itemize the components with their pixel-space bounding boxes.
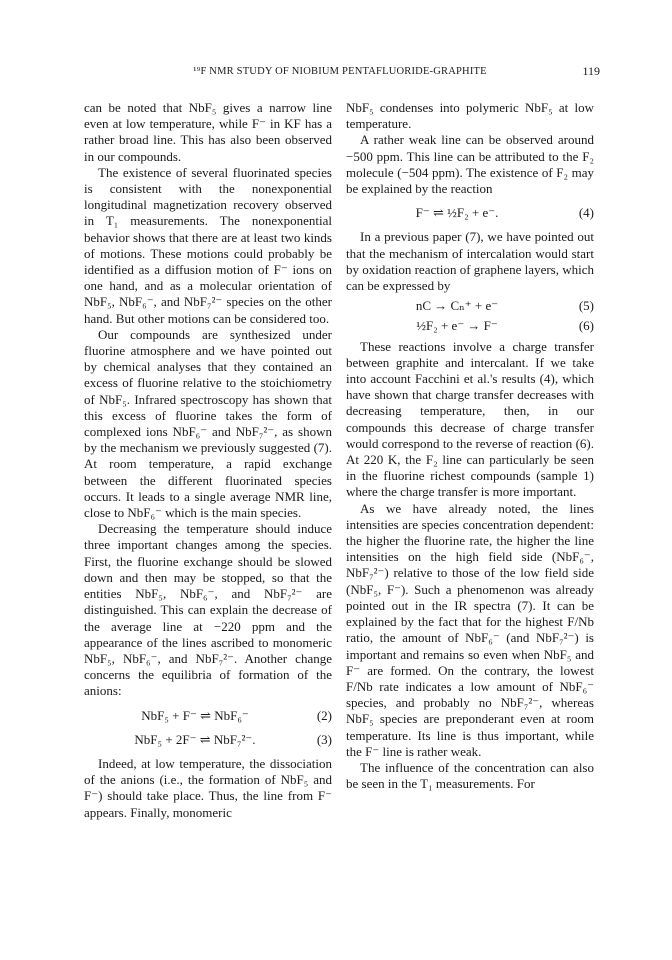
running-title: ¹⁹F NMR STUDY OF NIOBIUM PENTAFLUORIDE-GRAPHITE — [193, 66, 487, 77]
page-number: 119 — [582, 64, 600, 78]
equation-expression: nC → Cₙ⁺ + e⁻ — [415, 298, 499, 314]
paragraph: The existence of several fluorinated species is consistent with the nonexponential longitudinal magnetization recovery observed in T₁ measurements. The nonexponential behavior shows that there are at least two kinds of motions. These motions could probably be identified as a diffusion motion of F⁻ ions on one hand, and as a molecular orientation of NbF₅, NbF₆⁻, and NbF₇²⁻ species on the other hand. But other motions can be considered too. — [84, 164, 332, 326]
equation-5 — [346, 298, 594, 314]
running-header — [80, 64, 600, 82]
equation-number: (5) — [578, 298, 594, 314]
paragraph: Decreasing the temperature should induce three important changes among the species. First, the fluorine exchange should be slowed down and then may be stopped, so that the entities NbF₅, NbF₆⁻, and NbF₇²⁻ are distinguished. This can explain the decrease of the average line at −220 ppm and the appearance of the lines ascribed to monomeric NbF₅, NbF₆⁻, and NbF₇²⁻. Another change concerns the equilibria of formation of the anions: — [84, 521, 332, 699]
right-column — [346, 100, 594, 792]
paragraph: can be noted that NbF₅ gives a narrow line even at low temperature, while F⁻ in KF has a rather broad line. This has also been observed in our compounds. — [84, 100, 332, 164]
paragraph: In a previous paper (7), we have pointed out that the mechanism of intercalation would start by oxidation reaction of graphene layers, which can be expressed by — [346, 229, 594, 294]
paragraph: As we have already noted, the lines intensities are species concentration dependent: the higher the fluorine rate, the higher the line intensities on the high field side (NbF₆⁻, NbF₇²⁻) relative to those of the low field side (NbF₅, F⁻). Such a phenomenon was already pointed out in the IR spectra (7). It can be explained by the fact that for the highest F/Nb ratio, the amount of NbF₆⁻ (and NbF₇²⁻) is important and remains so even when NbF₅ and F⁻ are formed. On the contrary, the lowest F/Nb rate indicates a low amount of NbF₆⁻ species, and probably no NbF₇²⁻, whereas NbF₅ species are preponderant even at room temperature. Its line is thus important, while the F⁻ line is rather weak. — [346, 500, 594, 759]
equation-number: (3) — [316, 731, 332, 747]
equation-2 — [84, 708, 332, 724]
paragraph: A rather weak line can be observed around −500 ppm. This line can be attributed to the F₂ molecule (−504 ppm). The existence of F₂ may be explained by the reaction — [346, 132, 594, 197]
paragraph: Our compounds are synthesized under fluorine atmosphere and we have pointed out by chemical analyses that they contained an excess of fluorine relative to the stoichiometry of NbF₅. Infrared spectroscopy has shown that this excess of fluorine takes the form of complexed ions NbF₆⁻ and NbF₇²⁻, as shown by the mechanism we previously suggested (7). At room temperature, a rapid exchange between the different fluorinated species occurs. It leads to a single average NMR line, close to NbF₆⁻ which is the main species. — [84, 326, 332, 521]
equation-6 — [346, 318, 594, 334]
equation-expression: NbF₅ + F⁻ ⇌ NbF₆⁻ — [141, 707, 249, 723]
equation-4 — [346, 205, 594, 221]
equation-expression: ½F₂ + e⁻ → F⁻ — [416, 318, 498, 334]
left-column — [84, 100, 332, 821]
equation-number: (2) — [316, 707, 332, 723]
equation-3 — [84, 732, 332, 748]
equation-number: (6) — [578, 318, 594, 334]
paragraph: The influence of the concentration can also be seen in the T₁ measurements. For — [346, 759, 594, 792]
equation-number: (4) — [578, 205, 594, 221]
equation-expression: NbF₅ + 2F⁻ ⇌ NbF₇²⁻. — [134, 731, 256, 747]
equation-expression: F⁻ ⇌ ½F₂ + e⁻. — [415, 205, 499, 221]
paragraph: Indeed, at low temperature, the dissociation of the anions (i.e., the formation of NbF₅ and F⁻) should take place. Thus, the line from F⁻ appears. Finally, monomeric — [84, 755, 332, 820]
paragraph: NbF₅ condenses into polymeric NbF₅ at low temperature. — [346, 100, 594, 132]
paragraph: These reactions involve a charge transfer between graphite and intercalant. If we take into account Facchini et al.'s results (4), which have shown that charge transfer decreases with decreasing temperature, then, in our compounds this decrease of charge transfer would correspond to the reverse of reaction (6). At 220 K, the F₂ line can particularly be seen in the fluorine richest compounds (sample 1) where the charge transfer is more important. — [346, 338, 594, 500]
